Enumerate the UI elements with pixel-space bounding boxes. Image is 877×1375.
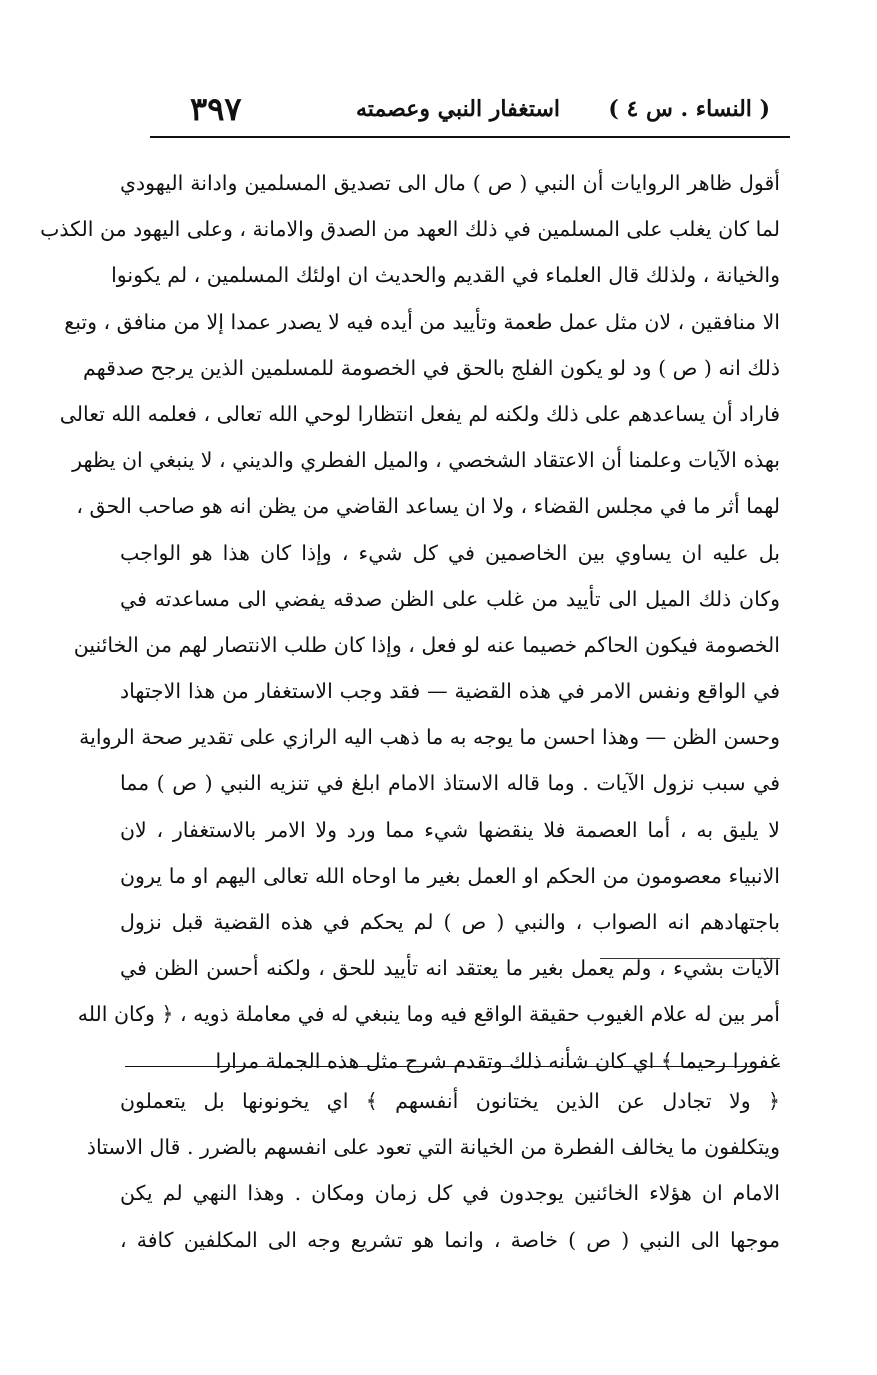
text-line: في الواقع ونفس الامر في هذه القضية — فقد وجب الاستغفار من هذا الاجتهاد <box>120 679 780 704</box>
text-line: ويتكلفون ما يخالف الفطرة من الخيانة التي تعود على انفسهم بالضرر . قال الاستاذ <box>86 1135 780 1160</box>
text-line: في سبب نزول الآيات . وما قاله الاستاذ الامام ابلغ في تنزيه النبي ( ص ) مما <box>120 771 780 796</box>
text-line: الخصومة فيكون الحاكم خصيما عنه لو فعل ، وإذا كان طلب الانتصار لهم من الخائنين <box>73 632 780 657</box>
text-line: ذلك انه ( ص ) ود لو يكون الفلج بالحق في الخصومة للمسلمين الذين يرجح صدقهم <box>83 355 780 380</box>
text-line: والخيانة ، ولذلك قال العلماء في القديم والحديث ان اولئك المسلمين ، لم يكونوا <box>111 263 780 288</box>
running-head-section: ( النساء . س ٤ ) <box>608 96 770 122</box>
text-line: موجها الى النبي ( ص ) خاصة ، وانما هو تشريع وجه الى المكلفين كافة ، <box>120 1227 780 1252</box>
text-line: لهما أثر ما في مجلس القضاء ، ولا ان يساعد القاضي من يظن انه هو صاحب الحق ، <box>76 494 780 519</box>
handwritten-underline <box>600 958 780 959</box>
text-line: الامام ان هؤلاء الخائنين يوجدون في كل زمان ومكان . وهذا النهي لم يكن <box>120 1181 780 1206</box>
text-line: غفورا رحيما ﴾ اي كان شأنه ذلك وتقدم شرح مثل هذه الجملة مرارا <box>215 1048 780 1073</box>
text-line: ﴿ ولا تجادل عن الذين يختانون أنفسهم ﴾ اي يخونونها بل يتعملون <box>120 1089 780 1113</box>
paragraph-verse-commentary <box>86 1078 780 1263</box>
text-line: فاراد أن يساعدهم على ذلك ولكنه لم يفعل انتظارا لوحي الله تعالى ، فعلمه الله تعالى <box>59 401 780 426</box>
section-divider <box>125 1066 780 1067</box>
running-head-title: استغفار النبي وعصمته <box>356 96 560 122</box>
text-line: باجتهادهم انه الصواب ، والنبي ( ص ) لم يحكم في هذه القضية قبل نزول <box>120 910 780 934</box>
text-line: لما كان يغلب على المسلمين في ذلك العهد من الصدق والامانة ، وعلى اليهود من الكذب <box>40 217 780 242</box>
text-line: الا منافقين ، لان مثل عمل طعمة وتأييد من أيده فيه لا يصدر عمدا إلا من منافق ، وتبع <box>64 309 780 334</box>
text-line: أقول ظاهر الروايات أن النبي ( ص ) مال الى تصديق المسلمين وادانة اليهودي <box>120 171 780 195</box>
text-line: وحسن الظن — وهذا احسن ما يوجه به ما ذهب اليه الرازي على تقدير صحة الرواية <box>79 725 780 750</box>
text-line: وكان ذلك الميل الى تأييد من غلب على الظن صدقه يفضي الى مساعدته في <box>120 586 780 611</box>
text-line: أمر بين له علام الغيوب حقيقة الواقع فيه وما ينبغي له في معاملة ذويه ، ﴿ وكان الله <box>77 1002 780 1027</box>
text-line: بل عليه ان يساوي بين الخاصمين في كل شيء ، وإذا كان هذا هو الواجب <box>120 540 780 565</box>
page-number: ٣٩٧ <box>190 90 242 128</box>
header-rule <box>150 136 790 138</box>
text-line: لا يليق به ، أما العصمة فلا ينقضها شيء مما ورد ولا الامر بالاستغفار ، لان <box>120 817 780 842</box>
text-line: الآيات بشيء ، ولم يعمل بغير ما يعتقد انه تأييد للحق ، ولكنه أحسن الظن في <box>120 956 780 981</box>
page-header <box>150 92 790 136</box>
text-line: الانبياء معصومون من الحكم او العمل بغير ما اوحاه الله تعالى اليهم او ما يرون <box>120 863 780 888</box>
paragraph-commentary <box>40 160 780 1084</box>
text-line: بهذه الآيات وعلمنا أن الاعتقاد الشخصي ، والميل الفطري والديني ، لا ينبغي ان يظهر <box>72 448 780 473</box>
